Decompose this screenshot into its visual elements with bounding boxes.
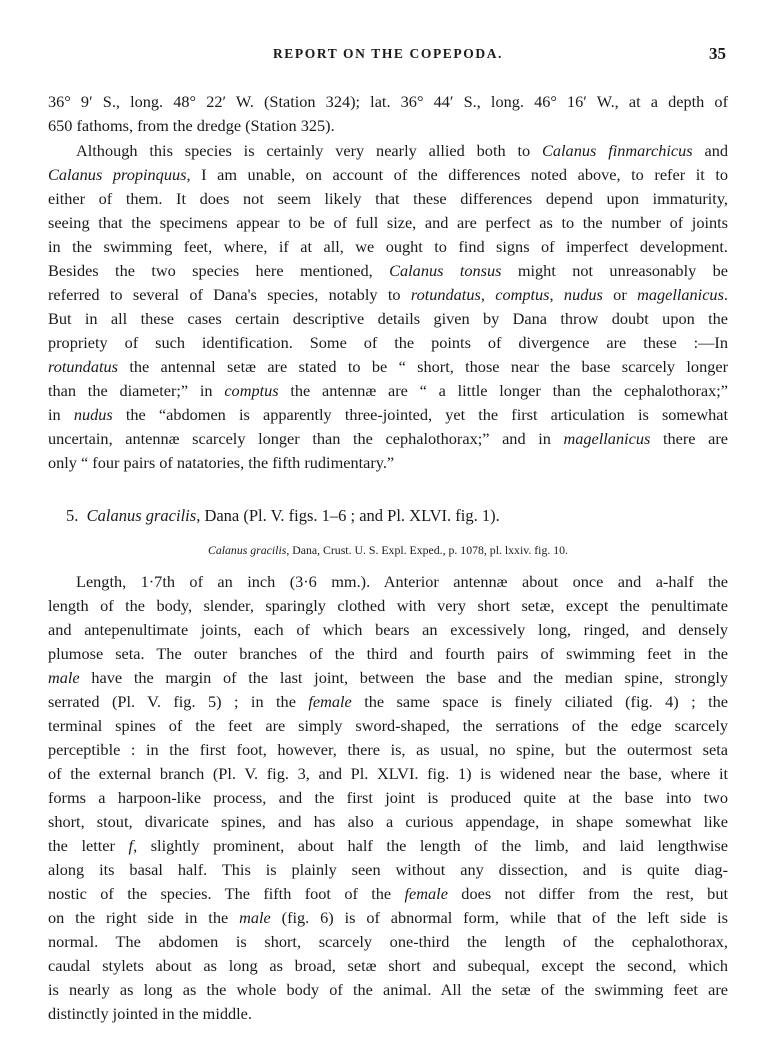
running-title: REPORT ON THE COPEPODA. (272, 46, 504, 61)
text-line: in nudus the “abdomen is apparently three-jointed, yet the first articulation is somewhat (48, 405, 728, 424)
text-line: in the swimming feet, where, if at all, we ought to find signs of imperfect development. (48, 237, 728, 256)
text-line: serrated (Pl. V. fig. 5) ; in the female the same space is finely ciliated (fig. 4) ; the (48, 692, 728, 711)
text-line: forms a harpoon-like process, and the first joint is produced quite at the base into two (48, 788, 728, 807)
text-line: on the right side in the male (fig. 6) is of abnormal form, while that of the left side is (48, 908, 729, 927)
text-line: Besides the two species here mentioned, Calanus tonsus might not unreasonably be (48, 261, 728, 280)
text-line: Calanus propinquus, I am unable, on account of the differences noted above, to refer it to (48, 165, 728, 184)
text-line: nostic of the species. The fifth foot of the female does not differ from the rest, but (48, 884, 728, 903)
text-line: and antepenultimate joints, each of which bears an excessively long, ringed, and densely (48, 620, 728, 639)
text-line: propriety of such identification. Some of the points of divergence are these :—In (48, 333, 728, 352)
species-heading: 5. Calanus gracilis, Dana (Pl. V. figs. 1–6 ; and Pl. XLVI. fig. 1). (66, 506, 500, 525)
text-line: Length, 1·7th of an inch (3·6 mm.). Anterior antennæ about once and a-half the (76, 572, 728, 591)
species-citation: Calanus gracilis, Dana, Crust. U. S. Expl. Exped., p. 1078, pl. lxxiv. fig. 10. (207, 543, 568, 557)
text-line: than the diameter;” in comptus the antennæ are “ a little longer than the cephalothorax;” (48, 381, 728, 400)
text-line: perceptible : in the first foot, however, there is, as usual, no spine, but the outermost seta (48, 740, 728, 759)
text-line: seeing that the specimens appear to be of full size, and are perfect as to the number of joints (48, 213, 728, 232)
text-line: male have the margin of the last joint, between the base and the median spine, strongly (48, 668, 728, 687)
text-line: caudal stylets about as long as broad, setæ short and subequal, except the second, which (48, 956, 728, 975)
text-line: of the external branch (Pl. V. fig. 3, and Pl. XLVI. fig. 1) is widened near the base, where it (48, 764, 728, 783)
text-line: is nearly as long as the whole body of the animal. All the setæ of the swimming feet are (48, 980, 728, 999)
text-line: terminal spines of the feet are simply sword-shaped, the serrations of the edge scarcely (48, 716, 728, 735)
text-line: along its basal half. This is plainly seen without any dissection, and is quite diag- (48, 860, 728, 879)
text-line: short, stout, divaricate spines, and has also a curious appendage, in shape somewhat like (48, 812, 728, 831)
text-line: uncertain, antennæ scarcely longer than the cephalothorax;” and in magellanicus there are (48, 429, 728, 448)
text-line: normal. The abdomen is short, scarcely one-third the length of the cephalothorax, (48, 932, 728, 951)
text-line: 650 fathoms, from the dredge (Station 325). (48, 116, 335, 135)
text-line: But in all these cases certain descriptive details given by Dana throw doubt upon the (48, 309, 728, 328)
text-line: either of them. It does not seem likely that these differences depend upon immaturity, (48, 189, 728, 208)
text-line: Although this species is certainly very nearly allied both to Calanus finmarchicus and (76, 141, 728, 160)
text-line: the letter f, slightly prominent, about half the length of the limb, and laid lengthwise (48, 836, 728, 855)
text-line: referred to several of Dana's species, notably to rotundatus, comptus, nudus or magellanicus. (48, 285, 728, 304)
page-number: 35 (709, 44, 726, 63)
text-line: length of the body, slender, sparingly clothed with very short setæ, except the penultimate (48, 596, 728, 615)
text-line: 36° 9′ S., long. 48° 22′ W. (Station 324); lat. 36° 44′ S., long. 46° 16′ W., at a depth of (48, 92, 728, 111)
text-line: distinctly jointed in the middle. (48, 1004, 252, 1023)
text-line: plumose seta. The outer branches of the third and fourth pairs of swimming feet in the (48, 644, 728, 663)
text-line: rotundatus the antennal setæ are stated to be “ short, those near the base scarcely longer (48, 357, 728, 376)
text-line: only “ four pairs of natatories, the fifth rudimentary.” (48, 453, 395, 472)
